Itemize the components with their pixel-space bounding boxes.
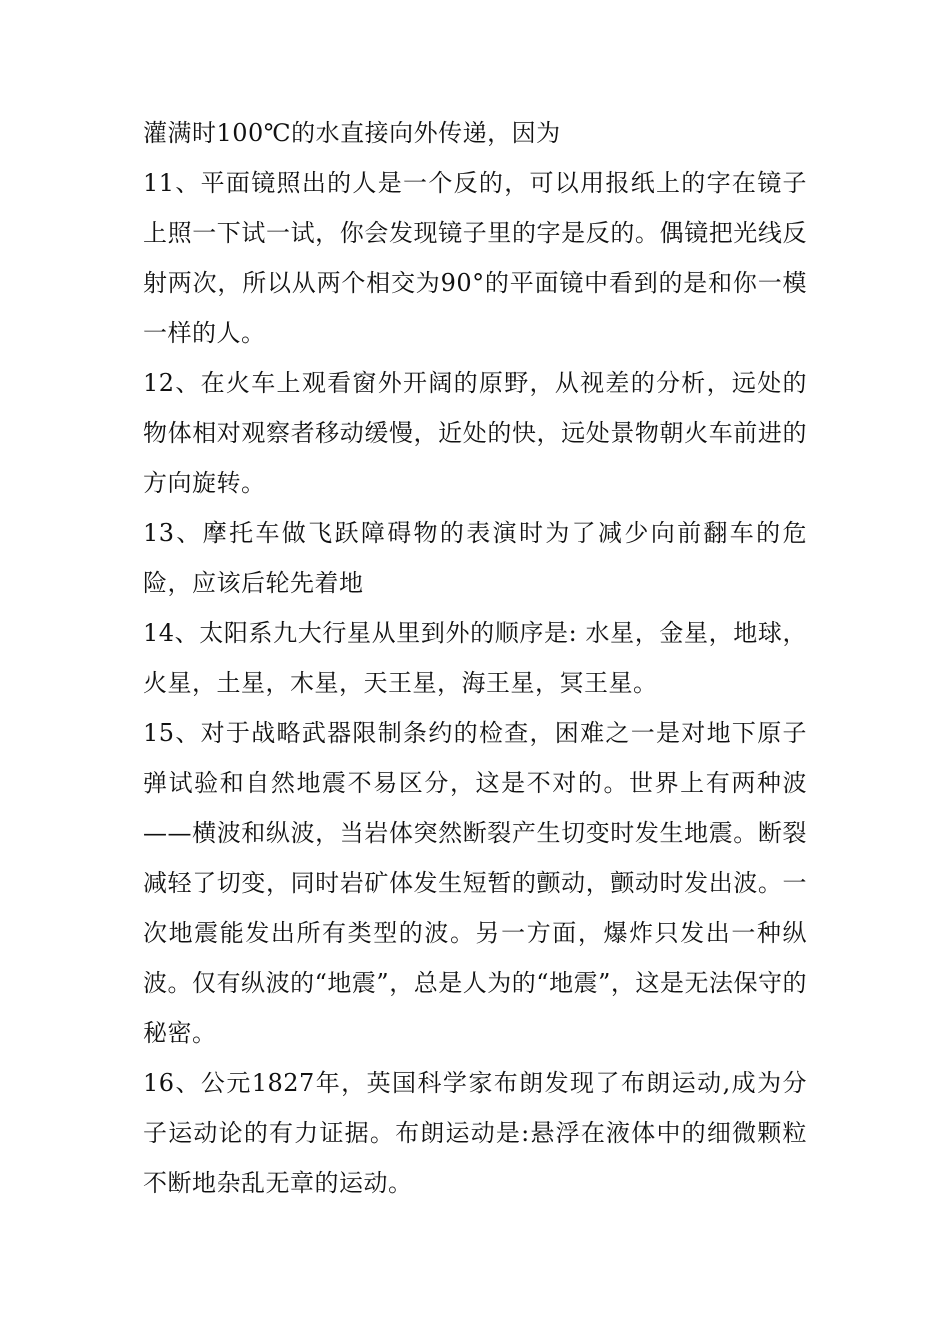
paragraph-15: 15、对于战略武器限制条约的检查，困难之一是对地下原子弹试验和自然地震不易区分，这是不对的。世界上有两种波——横波和纵波，当岩体突然断裂产生切变时发生地震。断裂减轻了切变，同时岩矿体发生短暂的颤动，颤动时发出波。一次地震能发出所有类型的波。另一方面，爆炸只发出一种纵波。仅有纵波的“地震”，总是人为的“地震”，这是无法保守的秘密。 <box>143 719 807 1047</box>
paragraph-14: 14、太阳系九大行星从里到外的顺序是: 水星，金星，地球，火星，土星，木星，天王星，海王星，冥王星。 <box>143 619 807 697</box>
paragraph-continuation: 灌满时100℃的水直接向外传递，因为 <box>143 119 561 147</box>
document-body <box>143 108 807 1208</box>
paragraph-11: 11、平面镜照出的人是一个反的，可以用报纸上的字在镜子上照一下试一试，你会发现镜子里的字是反的。偶镜把光线反射两次，所以从两个相交为90°的平面镜中看到的是和你一模一样的人。 <box>143 169 807 347</box>
paragraph-12: 12、在火车上观看窗外开阔的原野，从视差的分析，远处的物体相对观察者移动缓慢，近处的快，远处景物朝火车前进的方向旋转。 <box>143 369 807 497</box>
paragraph-13: 13、摩托车做飞跃障碍物的表演时为了减少向前翻车的危险，应该后轮先着地 <box>143 519 807 597</box>
paragraph-16: 16、公元1827年，英国科学家布朗发现了布朗运动,成为分子运动论的有力证据。布朗运动是:悬浮在液体中的细微颗粒不断地杂乱无章的运动。 <box>143 1069 807 1197</box>
